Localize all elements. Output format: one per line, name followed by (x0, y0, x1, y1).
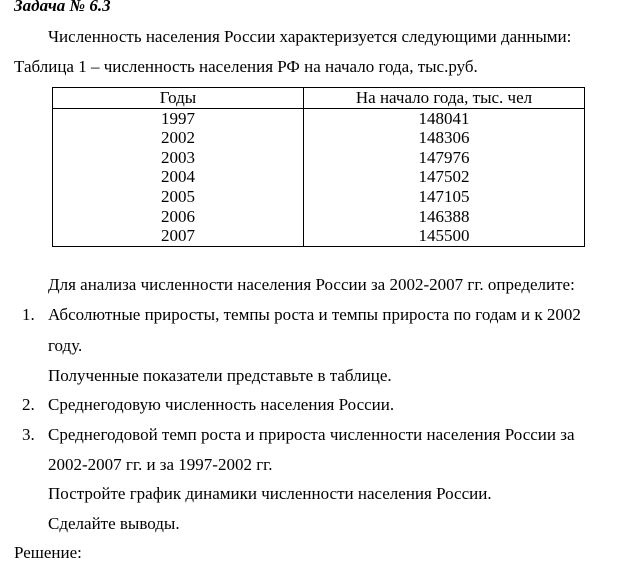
population-cell: 147105 (304, 187, 585, 207)
header-years: Годы (53, 88, 304, 109)
task-title: Задача № 6.3 (14, 0, 111, 15)
header-population: На начало года, тыс. чел (304, 88, 585, 109)
table-row (53, 226, 585, 246)
item-number: 2. (22, 395, 35, 414)
instruction-chart: Постройте график динамики численности населения России. (48, 484, 492, 503)
table-row (53, 167, 585, 187)
population-table (52, 87, 585, 247)
table-caption: Таблица 1 – численность населения РФ на начало года, тыс.руб. (14, 57, 478, 76)
year-cell: 2003 (53, 148, 304, 168)
item-number: 1. (22, 305, 35, 324)
year-cell: 2004 (53, 167, 304, 187)
item-text-continuation: 2002-2007 гг. и за 1997-2002 гг. (48, 455, 273, 474)
population-cell: 147976 (304, 148, 585, 168)
table-header-row (53, 88, 585, 109)
table-row (53, 128, 585, 148)
population-cell: 147502 (304, 167, 585, 187)
table-row (53, 148, 585, 168)
item-text-continuation: году. (48, 336, 83, 355)
year-cell: 2002 (53, 128, 304, 148)
solution-label: Решение: (14, 543, 82, 562)
item-number: 3. (22, 425, 35, 444)
population-cell: 148041 (304, 108, 585, 128)
year-cell: 2006 (53, 207, 304, 227)
population-cell: 145500 (304, 226, 585, 246)
item-text: Среднегодовой темп роста и прироста численности населения России за (48, 425, 575, 444)
item-text: Абсолютные приросты, темпы роста и темпы прироста по годам и к 2002 (48, 305, 581, 324)
table-row (53, 187, 585, 207)
analysis-intro: Для анализа численности населения России за 2002-2007 гг. определите: (48, 275, 575, 294)
population-cell: 148306 (304, 128, 585, 148)
instruction-conclusions: Сделайте выводы. (48, 514, 180, 533)
year-cell: 2005 (53, 187, 304, 207)
table-row (53, 108, 585, 128)
item-note: Полученные показатели представьте в таблице. (48, 366, 392, 385)
intro-paragraph: Численность населения России характеризуется следующими данными: (48, 27, 572, 46)
table-row (53, 207, 585, 227)
item-text: Среднегодовую численность населения России. (48, 395, 395, 414)
population-cell: 146388 (304, 207, 585, 227)
year-cell: 1997 (53, 108, 304, 128)
year-cell: 2007 (53, 226, 304, 246)
